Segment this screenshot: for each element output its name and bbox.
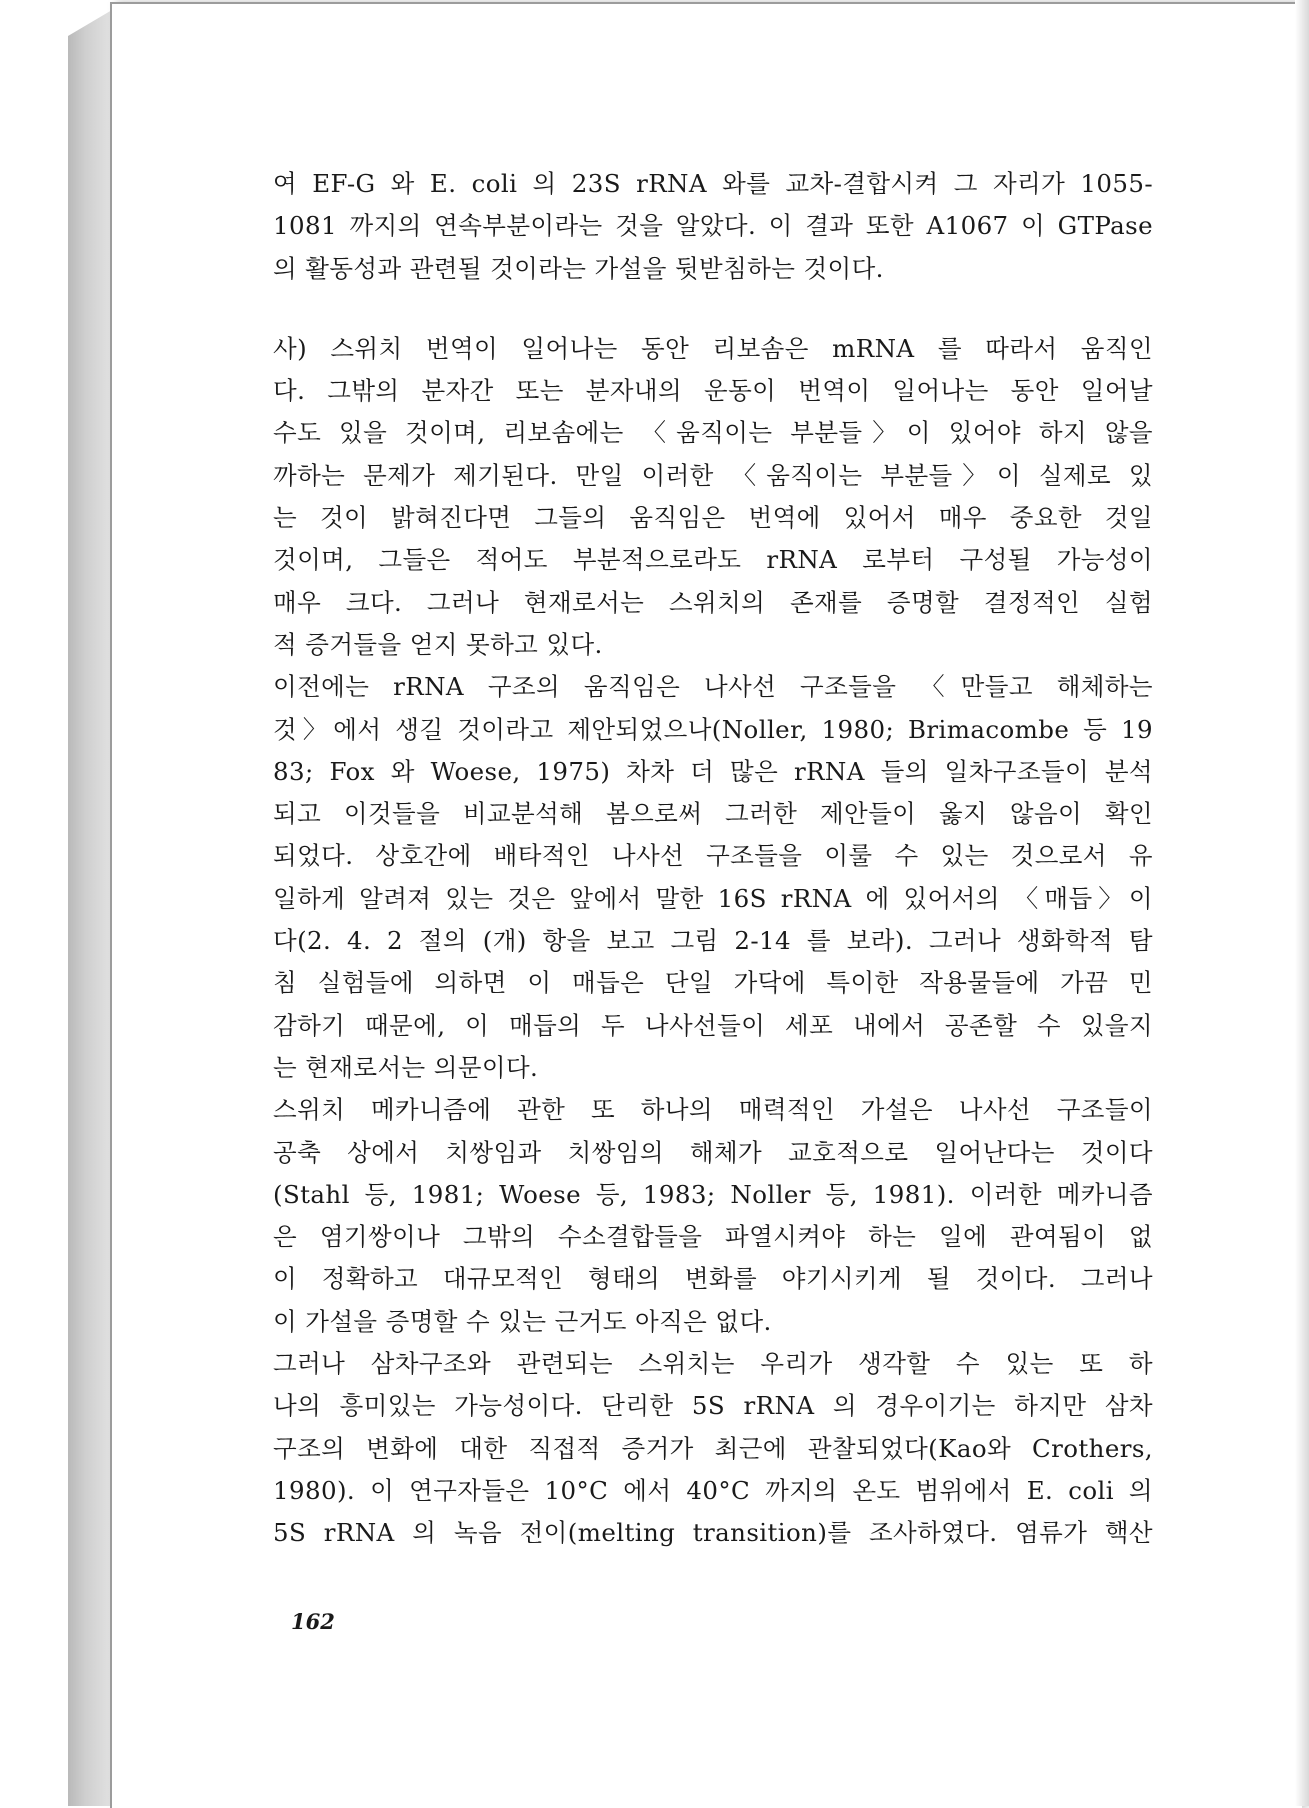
- text-line: 는 것이 밝혀진다면 그들의 움직임은 번역에 있어서 매우 중요한 것일: [273, 503, 1153, 533]
- text-line: 이 정확하고 대규모적인 형태의 변화를 야기시키게 될 것이다. 그러나: [273, 1264, 1153, 1294]
- text-line: 나의 흥미있는 가능성이다. 단리한 5S rRNA 의 경우이기는 하지만 삼차: [273, 1391, 1153, 1421]
- text-line: 다(2. 4. 2 절의 (개) 항을 보고 그림 2-14 를 보라). 그러나 생화학적 탐: [273, 926, 1153, 956]
- text-line: 침 실험들에 의하면 이 매듭은 단일 가닥에 특이한 작용물들에 가끔 민: [273, 968, 1153, 998]
- text-line: 그러나 삼차구조와 관련되는 스위치는 우리가 생각할 수 있는 또 하: [273, 1349, 1153, 1379]
- text-line: 감하기 때문에, 이 매듭의 두 나사선들이 세포 내에서 공존할 수 있을지: [273, 1010, 1153, 1040]
- paragraph-gap: [273, 290, 1153, 328]
- text-line: 공축 상에서 치쌍임과 치쌍임의 해체가 교호적으로 일어난다는 것이다: [273, 1137, 1153, 1167]
- page-number: 162: [291, 1609, 335, 1634]
- text-line: 83; Fox 와 Woese, 1975) 차차 더 많은 rRNA 들의 일차구조들이 분석: [273, 756, 1153, 786]
- text-line: 적 증거들을 얻지 못하고 있다.: [273, 629, 603, 659]
- text-line: 는 현재로서는 의문이다.: [273, 1052, 539, 1082]
- body-text: [273, 163, 1153, 1555]
- text-line: 매우 크다. 그러나 현재로서는 스위치의 존재를 증명할 결정적인 실험: [273, 587, 1153, 617]
- text-line: 스위치 메카니즘에 관한 또 하나의 매력적인 가설은 나사선 구조들이: [273, 1095, 1153, 1125]
- text-line: 이전에는 rRNA 구조의 움직임은 나사선 구조들을 〈만들고 해체하는: [273, 672, 1153, 702]
- text-line: 여 EF-G 와 E. coli 의 23S rRNA 와를 교차-결합시켜 그 자리가 1055-: [273, 169, 1153, 198]
- text-line: 사) 스위치 번역이 일어나는 동안 리보솜은 mRNA 를 따라서 움직인: [273, 333, 1153, 363]
- book-spine: [68, 10, 112, 1806]
- page-edge: [1295, 0, 1309, 1806]
- text-line: 의 활동성과 관련될 것이라는 가설을 뒷받침하는 것이다.: [273, 253, 884, 283]
- text-line: 이 가설을 증명할 수 있는 근거도 아직은 없다.: [273, 1306, 772, 1336]
- text-line: 1081 까지의 연속부분이라는 것을 알았다. 이 결과 또한 A1067 이 GTPase: [273, 211, 1153, 241]
- paragraph: [273, 163, 1153, 290]
- paragraph: [273, 1089, 1153, 1343]
- text-line: 것〉에서 생길 것이라고 제안되었으나(Noller, 1980; Brimacombe 등 19: [273, 714, 1153, 744]
- paragraph: [273, 328, 1153, 666]
- text-line: 1980). 이 연구자들은 10°C 에서 40°C 까지의 온도 범위에서 E. coli 의: [273, 1475, 1153, 1505]
- text-line: 구조의 변화에 대한 직접적 증거가 최근에 관찰되었다(Kao와 Crothers,: [273, 1433, 1153, 1463]
- text-line: 것이며, 그들은 적어도 부분적으로라도 rRNA 로부터 구성될 가능성이: [273, 545, 1153, 575]
- text-line: 되었다. 상호간에 배타적인 나사선 구조들을 이룰 수 있는 것으로서 유: [273, 841, 1153, 871]
- text-line: 은 염기쌍이나 그밖의 수소결합들을 파열시켜야 하는 일에 관여됨이 없: [273, 1222, 1153, 1252]
- paragraph: [273, 666, 1153, 1089]
- text-line: 수도 있을 것이며, 리보솜에는 〈움직이는 부분들〉이 있어야 하지 않을: [273, 418, 1153, 448]
- text-line: 까하는 문제가 제기된다. 만일 이러한 〈움직이는 부분들〉이 실제로 있: [273, 460, 1153, 490]
- text-line: 5S rRNA 의 녹음 전이(melting transition)를 조사하였다. 염류가 핵산: [273, 1518, 1153, 1548]
- text-line: 되고 이것들을 비교분석해 봄으로써 그러한 제안들이 옳지 않음이 확인: [273, 799, 1153, 829]
- text-line: 다. 그밖의 분자간 또는 분자내의 운동이 번역이 일어나는 동안 일어날: [273, 376, 1153, 406]
- paragraph: [273, 1343, 1153, 1554]
- text-line: (Stahl 등, 1981; Woese 등, 1983; Noller 등, 1981). 이러한 메카니즘: [273, 1179, 1153, 1209]
- text-line: 일하게 알려져 있는 것은 앞에서 말한 16S rRNA 에 있어서의 〈매듭〉이: [273, 883, 1153, 913]
